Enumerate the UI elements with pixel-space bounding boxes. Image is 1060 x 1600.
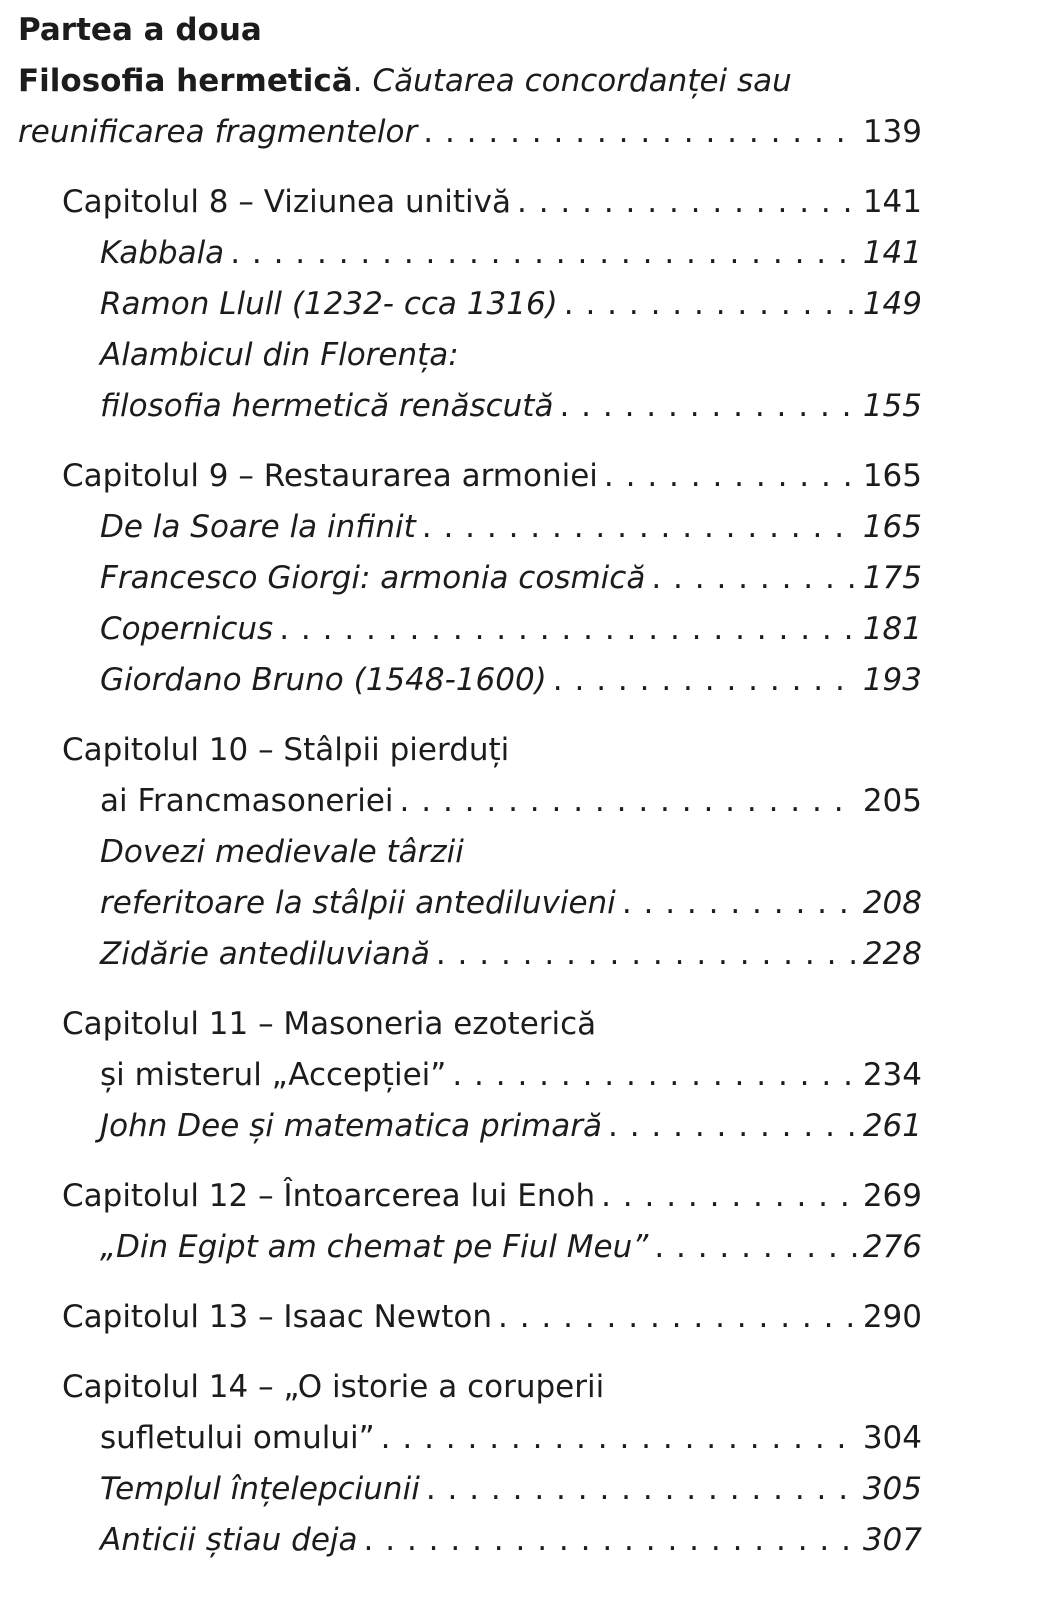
page-number: 205 [862, 783, 922, 819]
toc-entry-text: Ramon Llull (1232- cca 1316) [100, 286, 558, 322]
toc-entry-text: Copernicus [100, 611, 274, 647]
page-number: 193 [862, 662, 922, 698]
page-number: 261 [862, 1108, 922, 1144]
toc-section[interactable] [100, 276, 922, 324]
toc-entry-text: sufletului omului” [100, 1420, 375, 1456]
toc-section-continuation[interactable] [100, 875, 922, 923]
toc-entry-text: John Dee și matematica primară [100, 1108, 602, 1144]
toc-entry-text: Capitolul 12 – Întoarcerea lui Enoh [62, 1178, 596, 1214]
toc-entry-text: Capitolul 11 – Masoneria ezoterică [62, 1006, 597, 1042]
page-number: 155 [862, 388, 922, 424]
toc-entry-text: Capitolul 13 – Isaac Newton [62, 1299, 493, 1335]
leader-dots [498, 1297, 857, 1337]
page-number: 234 [862, 1057, 922, 1093]
toc-chapter-continuation[interactable] [100, 1410, 922, 1458]
toc-entry-text: Capitolul 8 – Viziunea unitivă [62, 184, 511, 220]
part-subtitle-1: Căutarea concordanței sau [372, 63, 792, 99]
toc-entry-text: Dovezi medievale târzii [100, 834, 464, 870]
leader-dots [651, 558, 857, 598]
leader-dots [230, 233, 857, 273]
toc-section[interactable] [100, 499, 922, 547]
page-number: 175 [862, 560, 922, 596]
toc-entry-text: „Din Egipt am chemat pe Fiul Meu” [100, 1229, 649, 1265]
toc-section[interactable] [100, 327, 922, 375]
leader-dots [601, 1176, 857, 1216]
toc-entry-text: Alambicul din Florența: [100, 337, 459, 373]
page-number: 307 [862, 1522, 922, 1558]
leader-dots [400, 781, 857, 821]
leader-dots [622, 883, 857, 923]
leader-dots [564, 284, 857, 324]
page-number: 139 [862, 114, 922, 150]
toc-chapter[interactable] [62, 1359, 922, 1407]
toc-entry-text: filosofia hermetică renăscută [100, 388, 554, 424]
page-number: 181 [862, 611, 922, 647]
toc-chapter-continuation[interactable] [100, 773, 922, 821]
toc-entry-text: Kabbala [100, 235, 225, 271]
toc-section[interactable] [100, 550, 922, 598]
toc-entry-text: ai Francmasoneriei [100, 783, 394, 819]
toc-section[interactable] [100, 1512, 922, 1560]
toc-section[interactable] [100, 225, 922, 273]
leader-dots [517, 182, 857, 222]
toc-section[interactable] [100, 652, 922, 700]
leader-dots [559, 386, 856, 426]
toc-entry-text: Capitolul 14 – „O istorie a coruperii [62, 1369, 605, 1405]
leader-dots [604, 456, 857, 496]
leader-dots [436, 934, 857, 974]
leader-dots [608, 1106, 857, 1146]
page-number: 149 [862, 286, 922, 322]
leader-dots [422, 507, 857, 547]
page-number: 276 [862, 1229, 922, 1265]
toc-entry-text: Anticii știau deja [100, 1522, 358, 1558]
toc-section[interactable] [100, 1098, 922, 1146]
toc-chapter[interactable] [62, 448, 922, 496]
toc-entry-text: Giordano Bruno (1548-1600) [100, 662, 547, 698]
toc-section[interactable] [100, 1461, 922, 1509]
page-number: 165 [862, 509, 922, 545]
toc-entry-text: Francesco Giorgi: armonia cosmică [100, 560, 646, 596]
page-number: 305 [862, 1471, 922, 1507]
toc-entry-text: și misterul „Accepției” [100, 1057, 447, 1093]
part-title: Filosofia hermetică [18, 63, 353, 99]
leader-dots [654, 1227, 857, 1267]
page-number: 208 [862, 885, 922, 921]
page-number: 165 [862, 458, 922, 494]
page-number: 290 [862, 1299, 922, 1335]
toc-chapter[interactable] [62, 174, 922, 222]
toc-chapter[interactable] [62, 722, 922, 770]
part-subtitle-2: reunificarea fragmentelor [18, 114, 418, 150]
leader-dots [279, 609, 857, 649]
toc-entry-text: De la Soare la infinit [100, 509, 416, 545]
toc-entry-text: Templul înțelepciunii [100, 1471, 420, 1507]
toc-entry-text: Zidărie antediluviană [100, 936, 430, 972]
toc-section[interactable] [100, 926, 922, 974]
toc-chapter[interactable] [62, 1168, 922, 1216]
toc-entry-part[interactable] [18, 104, 922, 152]
toc-section-continuation[interactable] [100, 378, 922, 426]
leader-dots [381, 1418, 857, 1458]
toc-chapter-continuation[interactable] [100, 1047, 922, 1095]
toc-chapter[interactable] [62, 996, 922, 1044]
page-number: 304 [862, 1420, 922, 1456]
toc-section[interactable] [100, 1219, 922, 1267]
page-number: 269 [862, 1178, 922, 1214]
leader-dots [426, 1469, 857, 1509]
toc-section[interactable] [100, 601, 922, 649]
toc-entry-text: referitoare la stâlpii antediluvieni [100, 885, 616, 921]
leader-dots [423, 112, 857, 152]
page-number: 228 [862, 936, 922, 972]
toc-section[interactable] [100, 824, 922, 872]
part-title-line: Filosofia hermetică . Căutarea concordanței sau [18, 63, 792, 99]
part-heading-text: Partea a doua [18, 12, 262, 48]
page-number: 141 [862, 235, 922, 271]
leader-dots [364, 1520, 857, 1560]
leader-dots [452, 1055, 857, 1095]
toc-chapter[interactable] [62, 1289, 922, 1337]
toc-entry-text: Capitolul 10 – Stâlpii pierduți [62, 732, 510, 768]
toc-entry-text: Capitolul 9 – Restaurarea armoniei [62, 458, 598, 494]
page-number: 141 [862, 184, 922, 220]
part-heading [18, 2, 918, 50]
leader-dots [553, 660, 857, 700]
